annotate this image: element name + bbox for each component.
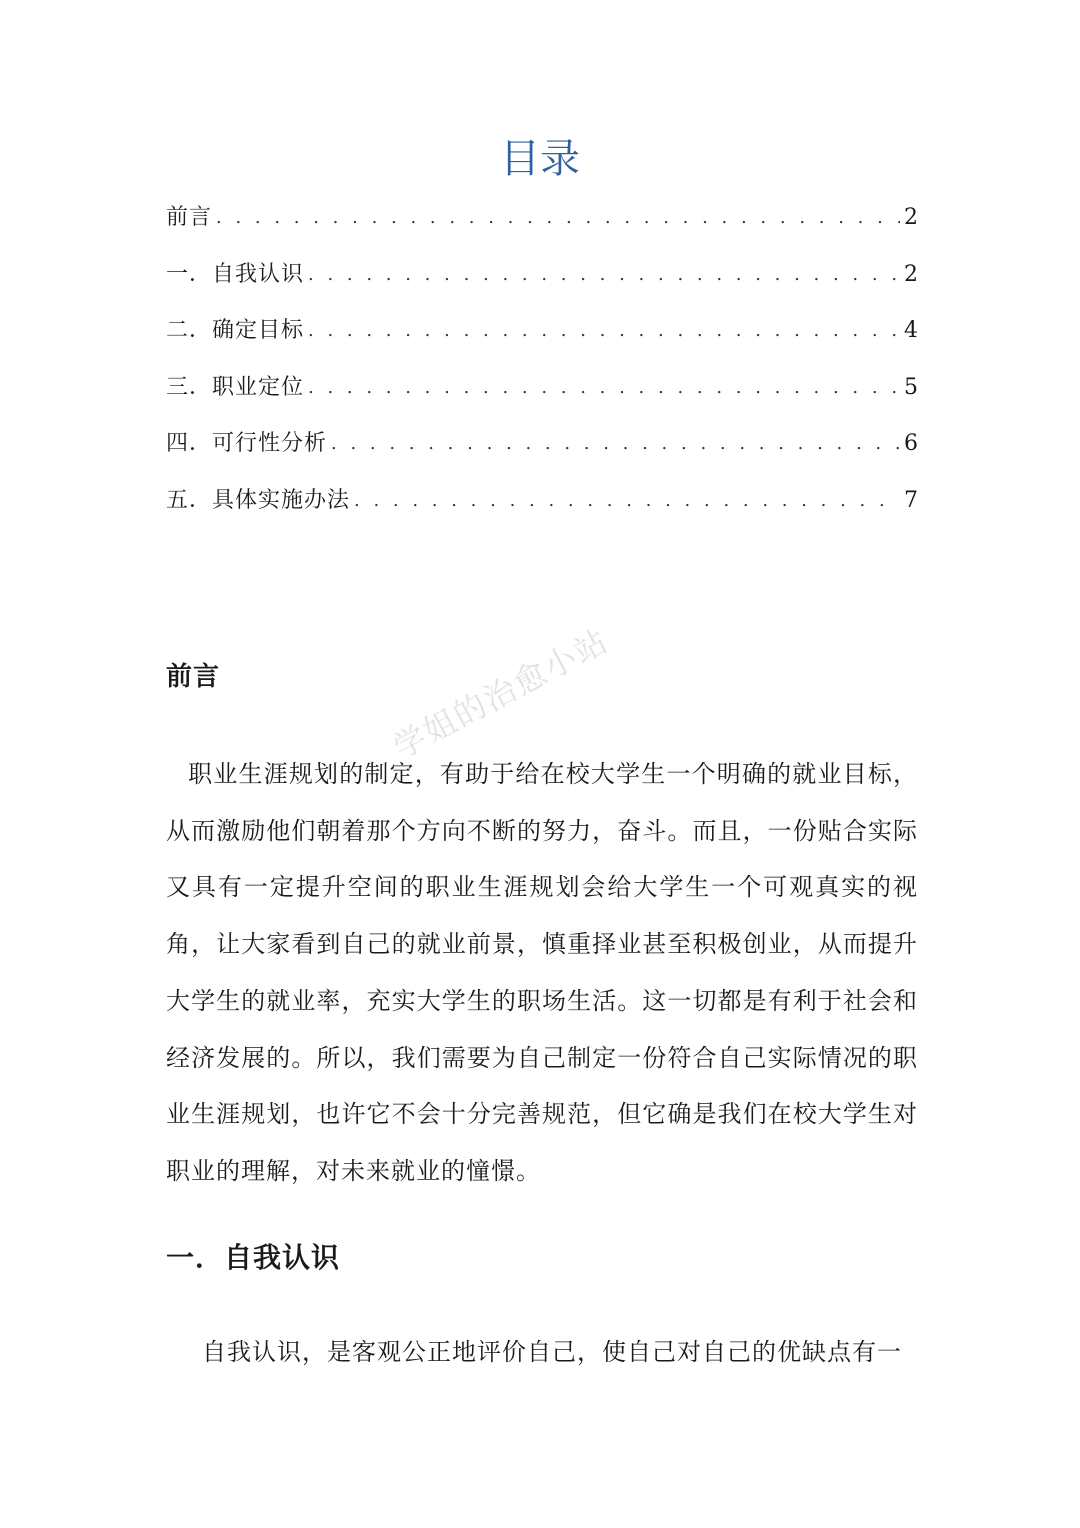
toc-item-label: 前言 [166,205,213,231]
toc-item-set-goals[interactable] [166,303,918,360]
preface-paragraph [166,746,918,1200]
toc-item-page: 7 [904,487,918,513]
toc-dot-leader [216,203,900,233]
toc-item-label: 二．确定目标 [166,318,305,344]
toc-item-label: 四．可行性分析 [166,431,328,457]
toc-item-page: 2 [904,261,918,287]
toc-item-page: 5 [904,374,918,400]
toc-item-page: 2 [904,205,918,231]
toc-item-feasibility-analysis[interactable] [166,416,918,473]
watermark: 学姐的治愈小站 [387,621,616,767]
section-1-body-text: 自我认识，是客观公正地评价自己，使自己对自己的优缺点有一 [202,1338,902,1366]
table-of-contents [166,190,918,529]
section-1-paragraph [166,1324,918,1381]
toc-item-page: 6 [904,431,918,457]
toc-dot-leader [308,260,900,290]
section-1-heading: 一．自我认识 [166,1241,341,1274]
toc-item-implementation[interactable] [166,473,918,530]
toc-dot-leader [308,373,900,403]
preface-heading: 前言 [166,662,221,692]
toc-dot-leader [354,486,900,516]
toc-dot-leader [331,429,900,459]
toc-item-preface[interactable] [166,190,918,247]
toc-item-label: 一．自我认识 [166,261,305,287]
toc-item-label: 三．职业定位 [166,374,305,400]
toc-item-self-awareness[interactable] [166,247,918,304]
toc-item-page: 4 [904,318,918,344]
toc-title: 目录 [500,136,580,182]
toc-dot-leader [308,316,900,346]
toc-item-career-positioning[interactable] [166,360,918,417]
toc-item-label: 五．具体实施办法 [166,487,351,513]
preface-body-text: 职业生涯规划的制定，有助于给在校大学生一个明确的就业目标，从而激励他们朝着那个方向不断的努力，奋斗。而且，一份贴合实际又具有一定提升空间的职业生涯规划会给大学生一个可观真实的视角，让大家看到自己的就业前景，慎重择业甚至积极创业，从而提升大学生的就业率，充实大学生的职场生活。这一切都是有利于社会和经济发展的。所以，我们需要为自己制定一份符合自己实际情况的职业生涯规划，也许它不会十分完善规范，但它确是我们在校大学生对职业的理解，对未来就业的憧憬。 [166,760,918,1185]
